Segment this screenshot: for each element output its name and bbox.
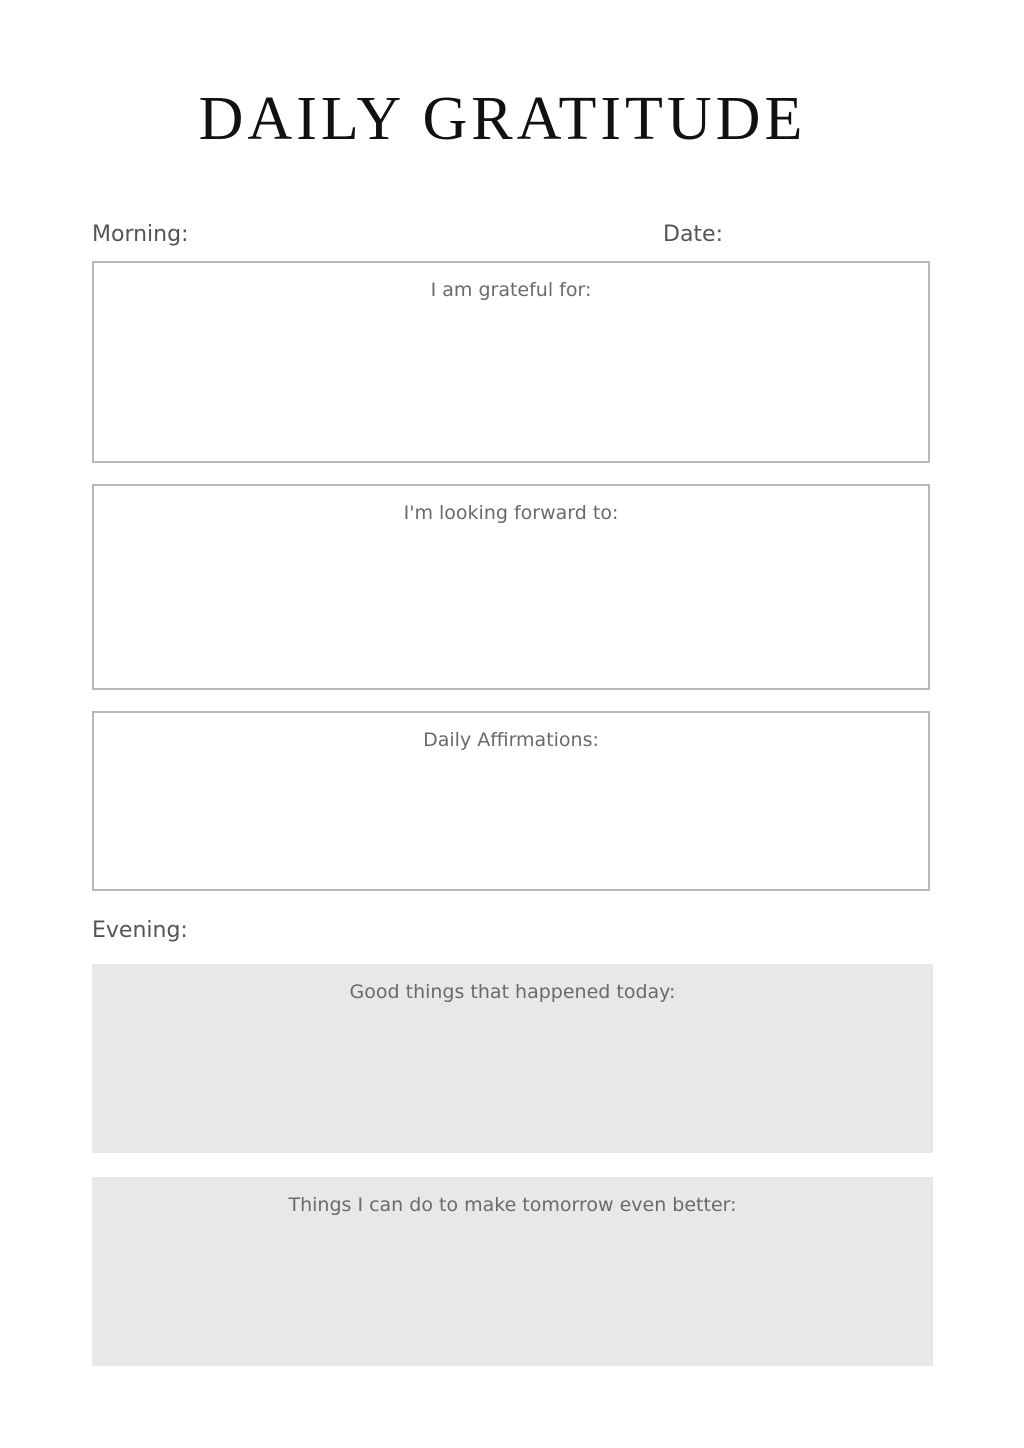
page-title: DAILY GRATITUDE (198, 85, 807, 153)
evening-label: Evening: (92, 918, 188, 943)
good-things-box[interactable] (92, 964, 933, 1153)
looking-forward-label: I'm looking forward to: (403, 502, 619, 524)
daily-affirmations-box[interactable] (92, 711, 930, 891)
daily-affirmations-label: Daily Affirmations: (423, 729, 599, 751)
tomorrow-better-label: Things I can do to make tomorrow even better: (288, 1194, 737, 1216)
grateful-for-label: I am grateful for: (430, 279, 592, 301)
morning-label: Morning: (92, 222, 189, 247)
good-things-label: Good things that happened today: (349, 981, 676, 1003)
grateful-for-box[interactable] (92, 261, 930, 463)
looking-forward-box[interactable] (92, 484, 930, 690)
tomorrow-better-box[interactable] (92, 1177, 933, 1366)
date-label: Date: (663, 222, 723, 247)
